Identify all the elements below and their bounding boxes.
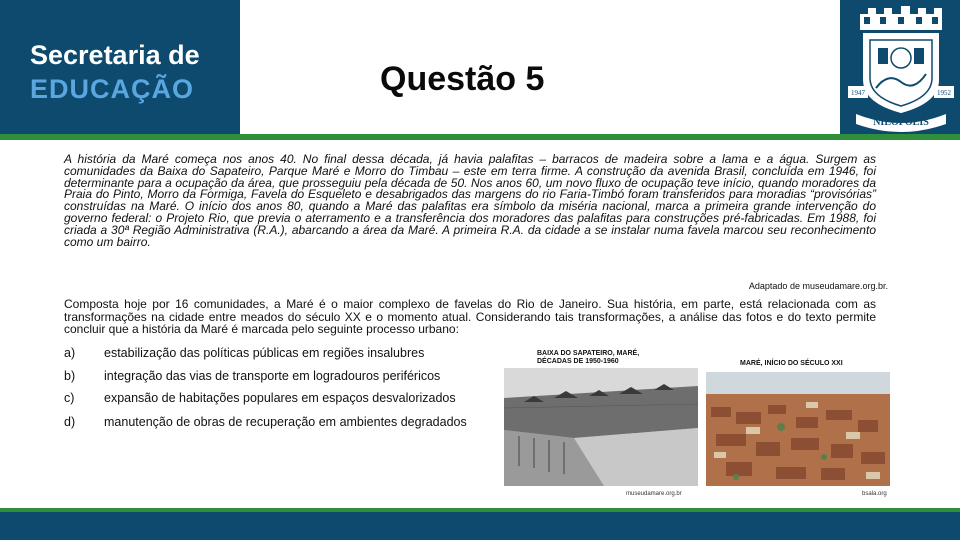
option-text: expansão de habitações populares em espaços desvalorizados: [104, 391, 456, 405]
crest-year-right: 1952: [937, 89, 951, 97]
passage-source: Adaptado de museudamare.org.br.: [748, 281, 888, 291]
brand-line1: Secretaria de: [30, 40, 200, 70]
option-letter: d): [64, 415, 76, 429]
photo-left-caption-line2: DÉCADAS DE 1950-1960: [537, 358, 619, 365]
crest-year-left: 1947: [851, 89, 865, 97]
crest-city-name: NILÓPOLIS: [873, 117, 929, 128]
option-text: manutenção de obras de recuperação em ambientes degradados: [104, 415, 467, 429]
option-letter: b): [64, 369, 76, 383]
photo-right-credit: bsala.org: [862, 491, 887, 497]
option-text: estabilização das políticas públicas em regiões insalubres: [104, 346, 425, 360]
modern-mare-photo: [706, 372, 890, 486]
option-letter: c): [64, 391, 75, 405]
option-d[interactable]: [64, 415, 467, 429]
photo-left-caption-line1: BAIXA DO SAPATEIRO, MARÉ,: [537, 350, 640, 357]
passage-text: A história da Maré começa nos anos 40. No final dessa década, já havia palafitas – barracos de madeira sobre a lama e a água. Surgem as comunidades da Baixa do Sapateiro, Parque Maré e Morro do Timbau – este em terra firme. A construção da avenida Brasil, concluída em 1946, foi determinante para a ocupação da área, que prosseguiu pela década de 50. Nos anos 60, um novo fluxo de ocupação teve início, quando moradores da Praia do Pinto, Morro da Formiga, Favela do Esqueleto e desabrigados das margens do rio Faria-Timbó foram transferidos para moradias “provisórias” construídas na Maré. O início dos anos 80, quando a Maré das palafitas era símbolo da miséria nacional, marca a primeira grande intervenção do governo federal: o Projeto Rio, que previa o aterramento e a transferência dos moradores das palafitas para construções pré-fabricadas. Em 1988, foi criada a 30ª Região Administrativa (R.A.), abarcando a área da Maré. A primeira R.A. da cidade a se instalar numa favela marcou seu reconhecimento como um bairro.: [64, 152, 876, 249]
option-text: integração das vias de transporte em logradouros periféricos: [104, 369, 441, 383]
option-b[interactable]: [64, 369, 440, 383]
city-crest-icon: [848, 2, 954, 132]
photo-right-caption: MARÉ, INÍCIO DO SÉCULO XXI: [740, 360, 843, 367]
page-title: Questão 5: [380, 60, 545, 98]
footer-band: [0, 512, 960, 540]
brand-line2: EDUCAÇÃO: [30, 74, 195, 104]
question-text: Composta hoje por 16 comunidades, a Maré é o maior complexo de favelas do Rio de Janeiro. Sua história, em parte, está relacionada com as transformações na cidade entre meados do século XX e o momento atual. Considerando tais transformações, a análise das fotos e do texto permite concluir que a história da Maré é marcada pelo seguinte processo urbano:: [64, 297, 876, 336]
photo-left-credit: museudamare.org.br: [626, 491, 682, 497]
option-c[interactable]: [64, 391, 456, 405]
option-a[interactable]: [64, 346, 424, 360]
historical-stilt-houses-photo: [504, 368, 698, 486]
option-letter: a): [64, 346, 76, 360]
